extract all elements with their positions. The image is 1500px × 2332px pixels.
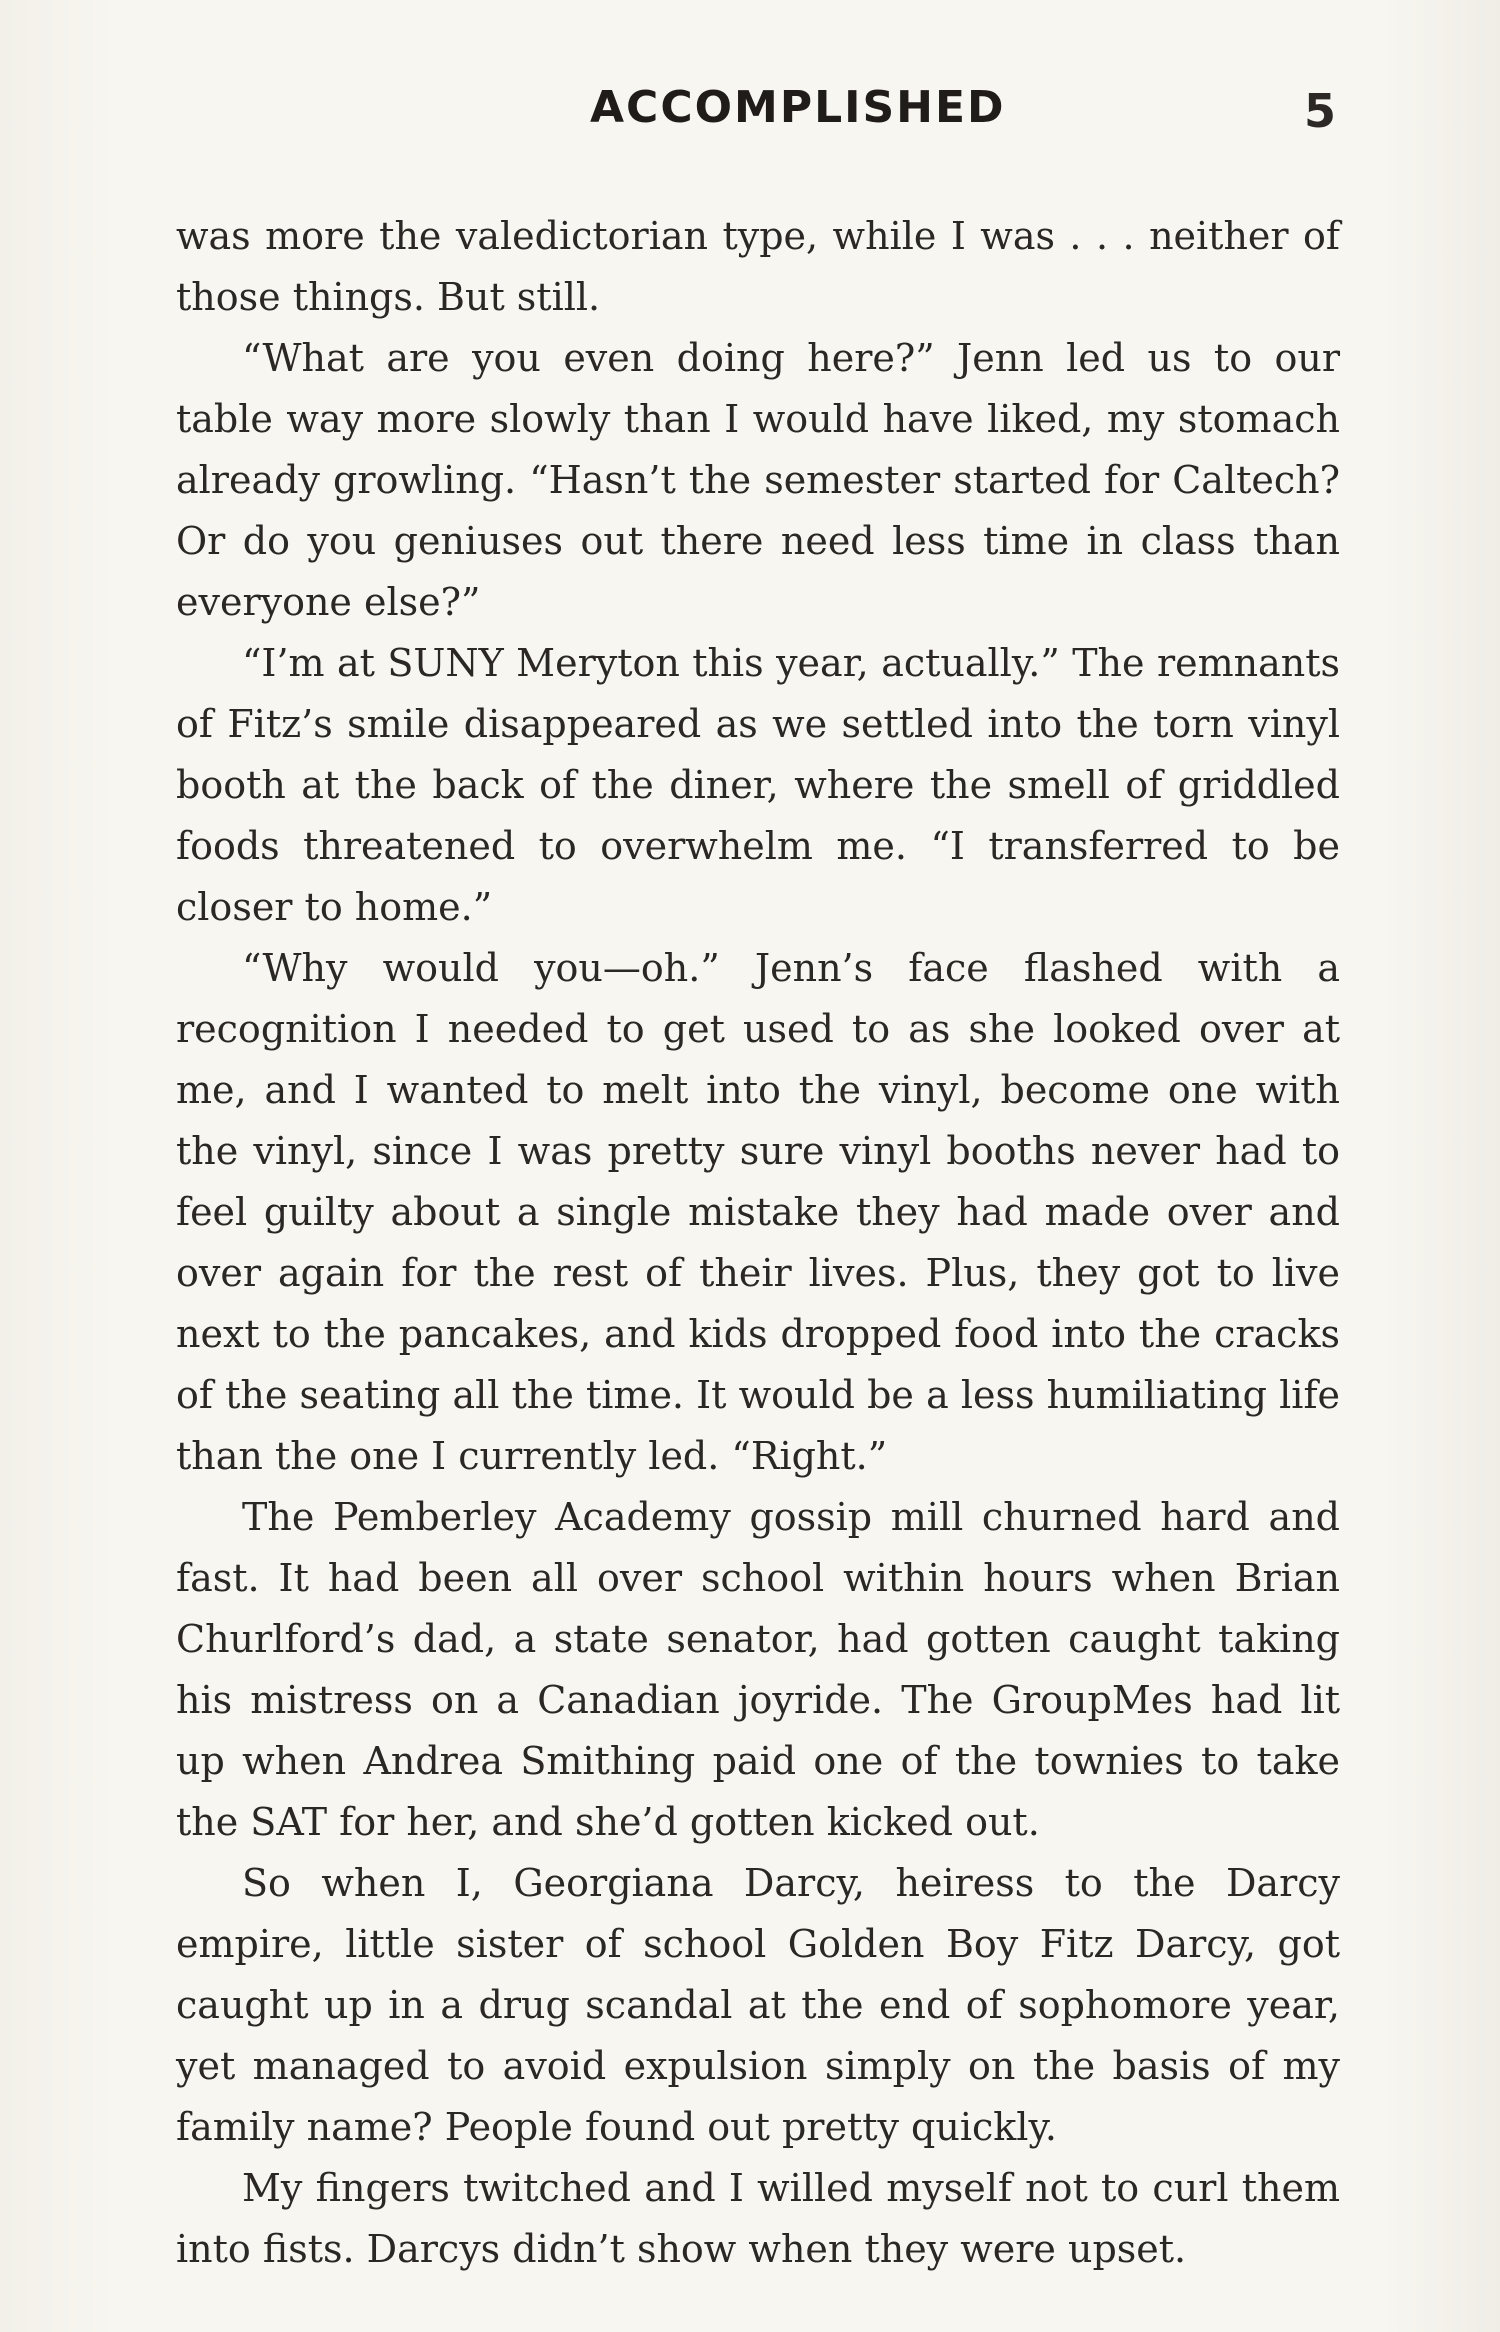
paragraph: was more the valedictorian type, while I was . . . neither of those things. But still.: [176, 214, 1340, 319]
paragraph: So when I, Georgiana Darcy, heiress to the Darcy empire, little sister of school Golden Boy Fitz Darcy, got caught up in a drug scandal at the end of sophomore year, yet managed to avoid expulsion simply on the basis of my family name? People found out pretty quickly.: [176, 1861, 1340, 2149]
body-text: [176, 206, 1340, 2280]
page-header: [0, 82, 1500, 152]
paragraph: “What are you even doing here?” Jenn led us to our table way more slowly than I would have liked, my stomach already growling. “Hasn’t the semester started for Caltech? Or do you geniuses out there need less time in class than everyone else?”: [176, 336, 1340, 624]
paragraph: The Pemberley Academy gossip mill churned hard and fast. It had been all over school within hours when Brian Churlford’s dad, a state senator, had gotten caught taking his mistress on a Canadian joyride. The GroupMes had lit up when Andrea Smithing paid one of the townies to take the SAT for her, and she’d gotten kicked out.: [176, 1495, 1340, 1844]
page-number: 5: [1304, 84, 1337, 138]
running-title: ACCOMPLISHED: [590, 82, 1006, 133]
paragraph: My fingers twitched and I willed myself not to curl them into fists. Darcys didn’t show when they were upset.: [176, 2166, 1340, 2271]
paragraph: “I’m at SUNY Meryton this year, actually.” The remnants of Fitz’s smile disappeared as we settled into the torn vinyl booth at the back of the diner, where the smell of griddled foods threatened to overwhelm me. “I transferred to be closer to home.”: [176, 641, 1340, 929]
paragraph: “Why would you—oh.” Jenn’s face flashed with a recognition I needed to get used to as she looked over at me, and I wanted to melt into the vinyl, become one with the vinyl, since I was pretty sure vinyl booths never had to feel guilty about a single mistake they had made over and over again for the rest of their lives. Plus, they got to live next to the pancakes, and kids dropped food into the cracks of the seating all the time. It would be a less humiliating life than the one I currently led. “Right.”: [176, 946, 1340, 1478]
